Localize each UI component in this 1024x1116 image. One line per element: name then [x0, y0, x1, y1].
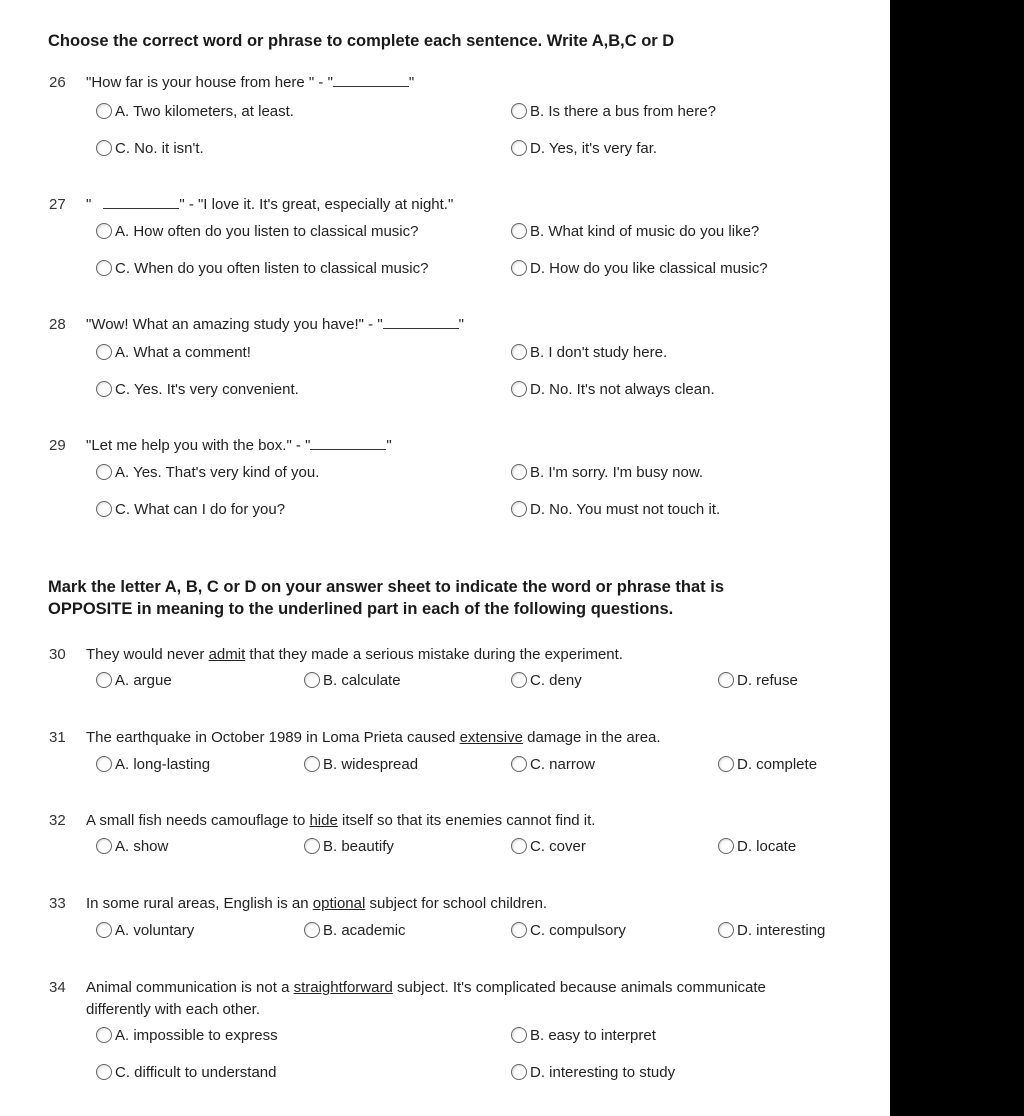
radio-button-icon[interactable]	[96, 922, 112, 938]
radio-button-icon[interactable]	[96, 260, 112, 276]
radio-button-icon[interactable]	[511, 838, 527, 854]
option-b[interactable]	[304, 836, 394, 858]
radio-button-icon[interactable]	[96, 464, 112, 480]
option-b[interactable]	[511, 101, 716, 123]
radio-button-icon[interactable]	[511, 140, 527, 156]
option-c[interactable]	[96, 379, 299, 401]
question-text-end: "	[408, 74, 415, 91]
option-label: C. When do you often listen to classical music?	[115, 260, 429, 277]
option-label: D. complete	[737, 756, 818, 773]
option-label: D. No. You must not touch it.	[530, 501, 721, 518]
option-b[interactable]	[304, 670, 401, 692]
option-label: D. Yes, it's very far.	[530, 140, 658, 157]
question-text	[86, 977, 766, 999]
option-label: A. impossible to express	[115, 1027, 278, 1044]
option-a[interactable]	[96, 920, 194, 942]
question-text	[86, 314, 464, 336]
option-a[interactable]	[96, 754, 210, 776]
option-d[interactable]	[511, 258, 768, 280]
option-b[interactable]	[304, 754, 418, 776]
question-text	[86, 435, 392, 457]
option-label: C. No. it isn't.	[115, 140, 204, 157]
radio-button-icon[interactable]	[304, 838, 320, 854]
question-number: 26	[49, 74, 66, 91]
radio-button-icon[interactable]	[718, 838, 734, 854]
answer-blank	[383, 314, 459, 329]
question-text-start: Animal communication is not a	[86, 979, 294, 996]
radio-button-icon[interactable]	[511, 1064, 527, 1080]
underlined-word: admit	[208, 646, 246, 663]
option-label: B. I'm sorry. I'm busy now.	[530, 464, 703, 481]
option-d[interactable]	[511, 138, 657, 160]
radio-button-icon[interactable]	[96, 501, 112, 517]
radio-button-icon[interactable]	[304, 922, 320, 938]
question-text-start: A small fish needs camouflage to	[86, 812, 310, 829]
option-d[interactable]	[718, 754, 817, 776]
option-label: D. refuse	[737, 672, 798, 689]
answer-blank	[333, 72, 409, 87]
radio-button-icon[interactable]	[511, 381, 527, 397]
option-d[interactable]	[718, 836, 796, 858]
radio-button-icon[interactable]	[511, 344, 527, 360]
option-label: B. What kind of music do you like?	[530, 223, 760, 240]
option-b[interactable]	[511, 221, 759, 243]
underlined-word: hide	[309, 812, 338, 829]
option-label: A. What a comment!	[115, 344, 251, 361]
radio-button-icon[interactable]	[96, 223, 112, 239]
option-c[interactable]	[511, 836, 586, 858]
question-text-end: itself so that its enemies cannot find it.	[337, 812, 596, 829]
question-text-start: "Wow! What an amazing study you have!" - "	[86, 316, 383, 333]
option-label: B. academic	[323, 922, 406, 939]
option-label: A. Yes. That's very kind of you.	[115, 464, 320, 481]
question-text-end: subject for school children.	[365, 895, 548, 912]
question-number: 33	[49, 895, 66, 912]
option-d[interactable]	[511, 1062, 675, 1084]
question-number: 34	[49, 979, 66, 996]
radio-button-icon[interactable]	[96, 672, 112, 688]
radio-button-icon[interactable]	[511, 756, 527, 772]
radio-button-icon[interactable]	[718, 756, 734, 772]
option-c[interactable]	[96, 1062, 276, 1084]
question-text-start: In some rural areas, English is an	[86, 895, 313, 912]
question-text-start: "	[86, 196, 92, 213]
option-a[interactable]	[96, 1025, 278, 1047]
option-label: C. deny	[530, 672, 582, 689]
radio-button-icon[interactable]	[511, 1027, 527, 1043]
option-label: B. easy to interpret	[530, 1027, 656, 1044]
radio-button-icon[interactable]	[96, 838, 112, 854]
radio-button-icon[interactable]	[96, 1064, 112, 1080]
underlined-word: extensive	[459, 729, 523, 746]
radio-button-icon[interactable]	[96, 1027, 112, 1043]
option-label: C. narrow	[530, 756, 596, 773]
radio-button-icon[interactable]	[718, 922, 734, 938]
question-text-start: The earthquake in October 1989 in Loma Prieta caused	[86, 729, 460, 746]
option-label: A. How often do you listen to classical music?	[115, 223, 419, 240]
question-text	[86, 644, 623, 666]
question-text	[86, 727, 661, 749]
option-c[interactable]	[96, 138, 204, 160]
radio-button-icon[interactable]	[511, 464, 527, 480]
option-d[interactable]	[718, 670, 798, 692]
option-label: B. Is there a bus from here?	[530, 103, 716, 120]
option-c[interactable]	[511, 754, 595, 776]
option-label: C. compulsory	[530, 922, 626, 939]
question-text	[86, 194, 453, 216]
radio-button-icon[interactable]	[304, 672, 320, 688]
radio-button-icon[interactable]	[96, 756, 112, 772]
option-a[interactable]	[96, 836, 168, 858]
question-number: 28	[49, 316, 66, 333]
question-text-start: "How far is your house from here " - "	[86, 74, 333, 91]
instruction-part1: Choose the correct word or phrase to complete each sentence. Write A,B,C or D	[48, 32, 675, 50]
radio-button-icon[interactable]	[718, 672, 734, 688]
option-b[interactable]	[511, 462, 703, 484]
option-label: C. Yes. It's very convenient.	[115, 381, 299, 398]
radio-button-icon[interactable]	[96, 381, 112, 397]
question-number: 32	[49, 812, 66, 829]
question-number: 29	[49, 437, 66, 454]
option-c[interactable]	[96, 499, 285, 521]
radio-button-icon[interactable]	[96, 103, 112, 119]
question-text-end: "	[386, 437, 392, 454]
answer-blank	[310, 435, 386, 450]
option-label: D. How do you like classical music?	[530, 260, 768, 277]
question-text-end: that they made a serious mistake during the experiment.	[245, 646, 623, 663]
option-d[interactable]	[511, 379, 715, 401]
question-text-start: They would never	[86, 646, 209, 663]
underlined-word: optional	[312, 895, 366, 912]
question-number: 30	[49, 646, 66, 663]
option-a[interactable]	[96, 101, 294, 123]
option-b[interactable]	[304, 920, 406, 942]
option-b[interactable]	[511, 1025, 656, 1047]
option-a[interactable]	[96, 462, 319, 484]
option-label: D. interesting	[737, 922, 826, 939]
option-label: B. calculate	[323, 672, 401, 689]
option-label: B. I don't study here.	[530, 344, 668, 361]
radio-button-icon[interactable]	[511, 223, 527, 239]
option-a[interactable]	[96, 221, 418, 243]
question-text	[86, 72, 414, 94]
question-text-start: "Let me help you with the box." - "	[86, 437, 311, 454]
question-text-end: " - "I love it. It's great, especially at night."	[179, 196, 454, 213]
instruction-part2-line2: OPPOSITE in meaning to the underlined part in each of the following questions.	[48, 600, 674, 618]
option-label: D. interesting to study	[530, 1064, 676, 1081]
option-label: D. locate	[737, 838, 797, 855]
radio-button-icon[interactable]	[511, 672, 527, 688]
question-text-end: subject. It's complicated because animals communicate	[392, 979, 766, 996]
radio-button-icon[interactable]	[511, 922, 527, 938]
radio-button-icon[interactable]	[304, 756, 320, 772]
radio-button-icon[interactable]	[96, 140, 112, 156]
option-label: A. Two kilometers, at least.	[115, 103, 294, 120]
option-label: C. What can I do for you?	[115, 501, 286, 518]
option-label: A. show	[115, 838, 169, 855]
question-number: 27	[49, 196, 66, 213]
option-a[interactable]	[96, 342, 251, 364]
radio-button-icon[interactable]	[511, 501, 527, 517]
option-label: B. beautify	[323, 838, 394, 855]
option-label: A. argue	[115, 672, 172, 689]
option-label: A. long-lasting	[115, 756, 211, 773]
question-text-end: damage in the area.	[522, 729, 661, 746]
question-number: 31	[49, 729, 66, 746]
radio-button-icon[interactable]	[96, 344, 112, 360]
radio-button-icon[interactable]	[511, 260, 527, 276]
underlined-word: straightforward	[293, 979, 393, 996]
option-label: B. widespread	[323, 756, 419, 773]
option-label: C. difficult to understand	[115, 1064, 277, 1081]
option-c[interactable]	[511, 920, 626, 942]
question-text	[86, 893, 547, 915]
option-label: A. voluntary	[115, 922, 195, 939]
option-a[interactable]	[96, 670, 172, 692]
question-text-line2: differently with each other.	[86, 1001, 260, 1018]
option-c[interactable]	[511, 670, 582, 692]
option-label: C. cover	[530, 838, 586, 855]
answer-blank	[103, 194, 179, 209]
question-text-end: "	[458, 316, 464, 333]
option-d[interactable]	[511, 499, 720, 521]
instruction-part2-line1: Mark the letter A, B, C or D on your answer sheet to indicate the word or phrase that is	[48, 578, 725, 596]
radio-button-icon[interactable]	[511, 103, 527, 119]
question-text	[86, 810, 595, 832]
option-d[interactable]	[718, 920, 825, 942]
option-label: D. No. It's not always clean.	[530, 381, 715, 398]
option-c[interactable]	[96, 258, 428, 280]
option-b[interactable]	[511, 342, 667, 364]
